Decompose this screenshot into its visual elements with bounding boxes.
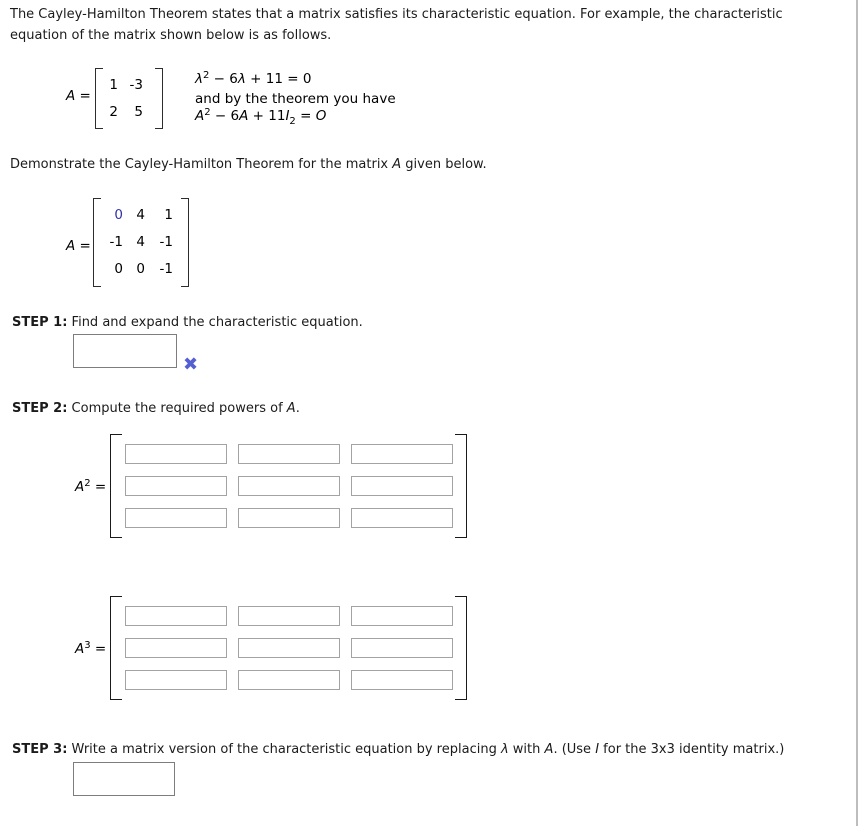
a2-cell-input[interactable] [125, 508, 227, 528]
matrix-cell: 1 [109, 77, 118, 93]
a3-cell-input[interactable] [125, 638, 227, 658]
a3-cell-input[interactable] [125, 670, 227, 690]
matrix-cell: 5 [134, 104, 143, 120]
step1-heading: STEP 1: Find and expand the characteristic equation. [12, 315, 363, 330]
intro-line-1: The Cayley-Hamilton Theorem states that a matrix satisfies its characteristic equation. For example, the characteristic [10, 7, 783, 22]
matrix-equation-example: $A^2 - 6A + 11I_2 = O$ [195, 107, 327, 127]
page-right-border [856, 0, 858, 826]
matrix-cell: -1 [159, 261, 173, 277]
step3-label: STEP 3: [12, 742, 68, 757]
matrix-cell: 1 [164, 207, 173, 223]
a2-cell-input[interactable] [125, 476, 227, 496]
matrix-cell-highlighted: 0 [114, 207, 123, 223]
a3-cell-input[interactable] [351, 606, 453, 626]
problem-matrix [104, 208, 173, 277]
characteristic-equation-example: $\lambda^2 - 6\lambda + 11 = 0$ [195, 70, 312, 87]
a2-cell-input[interactable] [351, 508, 453, 528]
a2-cell-input[interactable] [238, 508, 340, 528]
a3-cell-input[interactable] [351, 670, 453, 690]
intro-line-2: equation of the matrix shown below is as follows. [10, 28, 332, 43]
a-cubed-label: $A^3$ = [75, 640, 107, 657]
a3-cell-input[interactable] [238, 638, 340, 658]
step3-answer-input[interactable] [73, 762, 175, 796]
problem-matrix-label: A = [66, 238, 91, 254]
grid-left-bracket [110, 434, 122, 538]
matrix-cell: -1 [109, 234, 123, 250]
a-squared-grid [125, 444, 453, 528]
incorrect-x-icon: ✖ [183, 354, 199, 375]
a2-cell-input[interactable] [125, 444, 227, 464]
matrix-cell: 0 [114, 261, 123, 277]
a3-cell-input[interactable] [351, 638, 453, 658]
step1-answer-input[interactable] [73, 334, 177, 368]
grid-right-bracket [455, 434, 467, 538]
matrix-cell: 2 [109, 104, 118, 120]
a3-cell-input[interactable] [238, 606, 340, 626]
example-matrix [100, 78, 143, 120]
a3-cell-input[interactable] [238, 670, 340, 690]
theorem-note: and by the theorem you have [195, 91, 396, 107]
step2-heading: STEP 2: Compute the required powers of A. [12, 401, 300, 416]
matrix-cell: 0 [136, 261, 145, 277]
matrix-variable: A [66, 88, 76, 104]
demonstrate-text: Demonstrate the Cayley-Hamilton Theorem for the matrix A given below. [10, 157, 487, 172]
a2-cell-input[interactable] [238, 476, 340, 496]
step1-label: STEP 1: [12, 315, 68, 330]
a3-cell-input[interactable] [125, 606, 227, 626]
matrix-cell: 4 [136, 234, 145, 250]
matrix-cell: -3 [129, 77, 143, 93]
matrix-cell: 4 [136, 207, 145, 223]
example-matrix-label [66, 86, 91, 106]
equals-sign: = [79, 88, 91, 104]
matrix-right-bracket [155, 68, 163, 129]
a2-cell-input[interactable] [351, 444, 453, 464]
grid-right-bracket [455, 596, 467, 700]
a-squared-label: $A^2$ = [75, 478, 107, 495]
step2-label: STEP 2: [12, 401, 68, 416]
matrix-right-bracket [181, 198, 189, 287]
a-cubed-grid [125, 606, 453, 690]
a2-cell-input[interactable] [351, 476, 453, 496]
matrix-cell: -1 [159, 234, 173, 250]
step3-heading: STEP 3: Write a matrix version of the characteristic equation by replacing λ with A. (Use I for the 3x3 identity matrix.) [12, 742, 785, 757]
grid-left-bracket [110, 596, 122, 700]
a2-cell-input[interactable] [238, 444, 340, 464]
matrix-left-bracket [93, 198, 101, 287]
